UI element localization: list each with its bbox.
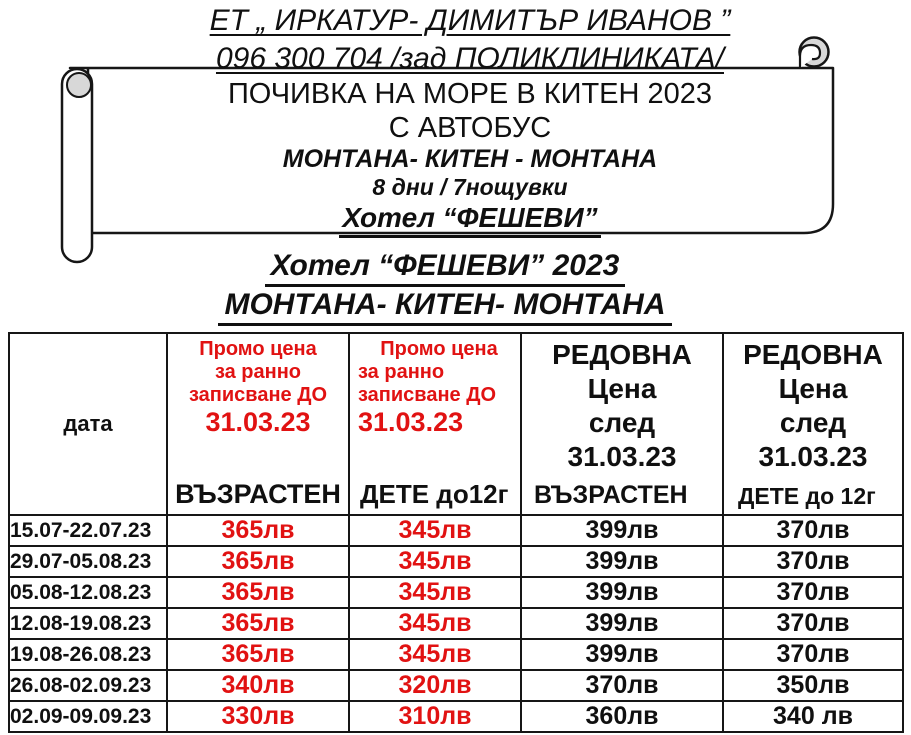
hotel-name: Хотел “ФЕШЕВИ” [339, 201, 600, 238]
date-cell: 15.07-22.07.23 [9, 515, 167, 546]
banner-text [29, 2, 911, 238]
promo-child-price: 345лв [349, 577, 521, 608]
price-table [8, 332, 904, 733]
promo-adult-price: 340лв [167, 670, 349, 701]
promo-adult-price: 365лв [167, 639, 349, 670]
promo-child-label: ДЕТЕ до12г [360, 479, 509, 509]
subheading-block [0, 249, 890, 326]
promo-adult-price: 365лв [167, 515, 349, 546]
regular-child-price: 370лв [723, 577, 903, 608]
table-row [9, 515, 903, 546]
regular-price-note: РЕДОВНА Цена след 31.03.23 [552, 339, 692, 472]
date-cell: 02.09-09.09.23 [9, 701, 167, 732]
date-cell: 26.08-02.09.23 [9, 670, 167, 701]
regular-adult-price: 370лв [521, 670, 723, 701]
promo-child-price: 345лв [349, 515, 521, 546]
regular-adult-label: ВЪЗРАСТЕН [534, 481, 688, 509]
table-header-row [9, 333, 903, 515]
regular-child-price: 370лв [723, 546, 903, 577]
date-cell: 05.08-12.08.23 [9, 577, 167, 608]
promo-price-note: Промо цена за ранно записване ДО 31.03.23 [188, 338, 328, 437]
regular-adult-price: 399лв [521, 639, 723, 670]
promo-child-price: 345лв [349, 639, 521, 670]
subheading-route: МОНТАНА- КИТЕН- МОНТАНА [218, 289, 671, 326]
regular-adult-price: 399лв [521, 608, 723, 639]
table-row [9, 608, 903, 639]
regular-adult-price: 399лв [521, 515, 723, 546]
promo-child-price: 345лв [349, 546, 521, 577]
regular-child-price: 350лв [723, 670, 903, 701]
regular-child-price: 340 лв [723, 701, 903, 732]
transport-line: С АВТОБУС [388, 112, 552, 144]
date-cell: 29.07-05.08.23 [9, 546, 167, 577]
header-promo-adult [167, 333, 349, 515]
regular-child-price: 370лв [723, 639, 903, 670]
promo-child-price: 345лв [349, 608, 521, 639]
promo-adult-label: ВЪЗРАСТЕН [175, 479, 341, 509]
hotel-line [29, 201, 911, 238]
promo-adult-price: 365лв [167, 546, 349, 577]
regular-adult-price: 360лв [521, 701, 723, 732]
header-date: дата [9, 333, 167, 515]
company-name: ЕТ „ ИРКАТУР- ДИМИТЪР ИВАНОВ ” [209, 4, 731, 37]
regular-child-label: ДЕТЕ до 12г [738, 483, 876, 509]
promo-child-price: 320лв [349, 670, 521, 701]
promo-child-price: 310лв [349, 701, 521, 732]
promo-price-note: Промо цена за ранно записване ДО 31.03.23 [358, 338, 498, 437]
route-line: МОНТАНА- КИТЕН - МОНТАНА [282, 145, 658, 173]
regular-child-price: 370лв [723, 608, 903, 639]
offer-title: ПОЧИВКА НА МОРЕ В КИТЕН 2023 [227, 78, 713, 110]
regular-adult-price: 399лв [521, 577, 723, 608]
phone-line: 096 300 704 /зад ПОЛИКЛИНИКАТА/ [215, 42, 724, 75]
date-cell: 12.08-19.08.23 [9, 608, 167, 639]
duration-line: 8 дни / 7нощувки [372, 174, 568, 200]
table-row [9, 546, 903, 577]
promo-adult-price: 365лв [167, 577, 349, 608]
regular-price-note: РЕДОВНА Цена след 31.03.23 [743, 339, 883, 472]
date-cell: 19.08-26.08.23 [9, 639, 167, 670]
table-row [9, 639, 903, 670]
promo-adult-price: 330лв [167, 701, 349, 732]
header-regular-child [723, 333, 903, 515]
table-row [9, 701, 903, 732]
regular-adult-price: 399лв [521, 546, 723, 577]
header-promo-child [349, 333, 521, 515]
subheading-hotel-year: Хотел “ФЕШЕВИ” 2023 [265, 250, 626, 287]
header-regular-adult [521, 333, 723, 515]
table-row [9, 670, 903, 701]
promo-adult-price: 365лв [167, 608, 349, 639]
regular-child-price: 370лв [723, 515, 903, 546]
table-row [9, 577, 903, 608]
